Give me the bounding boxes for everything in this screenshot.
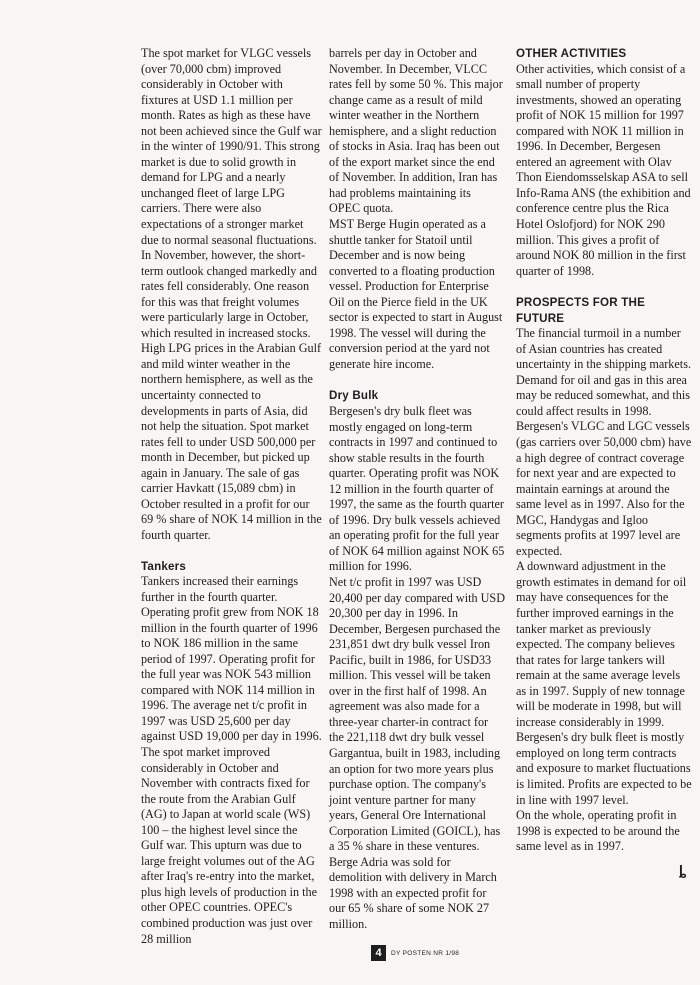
prospects-paragraph-5: On the whole, operating profit in 1998 is expected to be around the same level as in 1997. [516, 808, 680, 854]
end-mark-logo: ȴ [679, 861, 686, 878]
dry-bulk-paragraph-3: Berge Adria was sold for demolition with delivery in March 1998 with an expected profit for our 65 % share of some NOK 27 million. [329, 854, 497, 932]
publication-name: DY POSTEN NR 1/98 [391, 949, 460, 957]
spot-market-vlgc-paragraph: The spot market for VLGC vessels (over 70,000 cbm) improved considerably in October with fixtures at USD 1.1 million per month. Rates as high as these have not been achieved since the Gulf war in the winter of 1990/91. This strong market is due to solid growth in demand for LPG and a nearly unchanged fleet of large LPG carriers. There were also expectations of a stronger market due to normal seasonal fluctuations. In November, however, the short-term outlook changed markedly and rates fell considerably. One reason for this was that freight volumes were particularly large in October, which resulted in increased stocks. High LPG prices in the Arabian Gulf and mild winter weather in the northern hemisphere, as well as the uncertainty connected to developments in parts of Asia, did not help the situation. Spot market rates fell to under USD 500,000 per month in December, but picked up again in January. The sale of gas carrier Havkatt (15,089 cbm) in October resulted in a profit for our 69 % share of NOK 14 million in the fourth quarter. [141, 46, 322, 542]
tankers-paragraph: Tankers increased their earnings further in the fourth quarter. Operating profit grew from NOK 18 million in the fourth quarter of 1996 to NOK 186 million in the same period of 1997. Operating profit for the full year was NOK 543 million compared with NOK 114 million in 1996. The average net t/c profit in 1997 was USD 25,600 per day against USD 19,000 per day in 1996. The spot market improved considerably in October and November with contracts fixed for the route from the Arabian Gulf (AG) to Japan at world scale (WS) 100 – the highest level since the Gulf war. This upturn was due to large freight volumes out of the AG after Iraq's re-entry into the market, plus high levels of production in the other OPEC countries. OPEC's combined production was just over 28 million [141, 574, 322, 946]
vlcc-rates-paragraph: barrels per day in October and November. In December, VLCC rates fell by some 50 %. This major change came as a result of mild winter weather in the Northern hemisphere, and a slight reduction of stocks in Asia. Iraq has been out of the export market since the end of November. In addition, Iran has had problems maintaining its OPEC quota. [329, 46, 503, 216]
column-3 [516, 46, 692, 878]
prospects-heading: PROSPECTS FOR THE FUTURE [516, 296, 646, 325]
tankers-heading: Tankers [141, 559, 187, 573]
other-activities-heading: OTHER ACTIVITIES [516, 47, 627, 60]
dry-bulk-heading: Dry Bulk [329, 389, 379, 403]
dry-bulk-paragraph-1: Bergesen's dry bulk fleet was mostly engaged on long-term contracts in 1997 and continued to show stable results in the fourth quarter. Operating profit was NOK 12 million in the fourth quarter of 1997, the same as the fourth quarter of 1996. Dry bulk vessels achieved an operating profit for the full year of NOK 64 million against NOK 65 million for 1996. [329, 403, 505, 574]
prospects-paragraph-2: Bergesen's VLGC and LGC vessels (gas carriers over 50,000 cbm) have a high degree of contract coverage for next year and are expected to maintain earnings at around the same level as in 1997. Also for the MGC, Handygas and Igloo segments profits at 1997 level are expected. [516, 419, 692, 558]
prospects-paragraph-1: The financial turmoil in a number of Asian countries has created uncertainty in the shipping markets. Demand for oil and gas in this area may be reduced somewhat, and this could affect results in 1998. [516, 326, 691, 418]
prospects-paragraph-4: Bergesen's dry bulk fleet is mostly employed on long term contracts and exposure to market fluctuations is limited. Profits are expected to be in line with 1997 level. [516, 730, 692, 807]
column-2 [329, 46, 505, 933]
other-activities-paragraph: Other activities, which consist of a small number of property investments, showed an operating profit of NOK 15 million for 1997 compared with NOK 11 million in 1996. In December, Bergesen entered an agreement with Olav Thon Eiendomsselskap ASA to sell Info-Rama ANS (the exhibition and conference centre plus the Rica Hotel Oslofjord) for NOK 290 million. This gives a profit of around NOK 80 million in the first quarter of 1998. [516, 61, 691, 278]
column-1 [141, 46, 322, 947]
page-footer [371, 945, 459, 961]
page-number: 4 [371, 945, 386, 961]
prospects-paragraph-3: A downward adjustment in the growth estimates in demand for oil may have consequences for the further improved earnings in the tanker market as previously expected. The company believes that rates for large tankers will remain at the same average levels as in 1997. Supply of new tonnage will be moderate in 1998, but will increase considerably in 1999. [516, 559, 687, 729]
dry-bulk-paragraph-2: Net t/c profit in 1997 was USD 20,400 per day compared with USD 20,300 per day in 1996. In December, Bergesen purchased the 231,851 dwt dry bulk vessel Iron Pacific, built in 1986, for USD33 million. This vessel will be taken over in the first half of 1998. An agreement was also made for a three-year charter-in contract for the 221,118 dwt dry bulk vessel Gargantua, built in 1983, including an option for two more years plus purchase option. The company's joint venture partner for many years, General Ore International Corporation Limited (GOICL), has a 35 % share in these ventures. [329, 575, 506, 854]
berge-hugin-paragraph: MST Berge Hugin operated as a shuttle tanker for Statoil until December and is now being converted to a floating production vessel. Production for Enterprise Oil on the Pierce field in the UK sector is expected to start in August 1998. The vessel will during the conversion period at the yard not generate hire income. [329, 217, 503, 371]
